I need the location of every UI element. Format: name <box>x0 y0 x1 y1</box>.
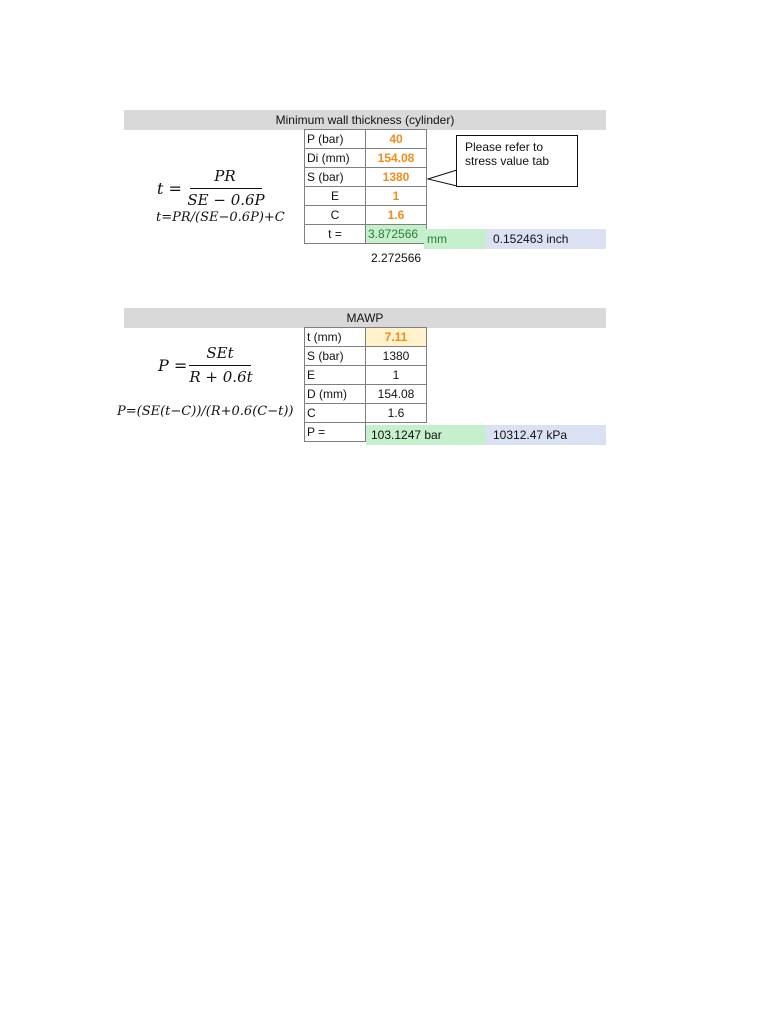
mawp-value-e[interactable]: 1 <box>366 366 427 385</box>
table-row <box>305 168 427 187</box>
result-value-t[interactable]: 3.872566 <box>366 225 427 244</box>
mawp-value-c[interactable]: 1.6 <box>366 404 427 423</box>
input-value-p[interactable]: 40 <box>366 130 427 149</box>
stress-value-callout: Please refer to stress value tab <box>456 135 578 187</box>
result-value-inch[interactable]: 0.152463 inch <box>486 229 606 249</box>
formula1-fraction-line <box>190 188 262 189</box>
table-row <box>305 187 427 206</box>
input-value-c[interactable]: 1.6 <box>366 206 427 225</box>
table-row <box>305 385 427 404</box>
formula2-denominator: R + 0.6t <box>189 368 253 386</box>
table-row <box>305 366 427 385</box>
table-row <box>305 404 427 423</box>
mawp-result-bar[interactable]: 103.1247 bar <box>366 425 486 445</box>
section1-title: Minimum wall thickness (cylinder) <box>124 110 606 130</box>
mawp-value-t[interactable]: 7.11 <box>366 328 427 347</box>
formula1-inline: t=PR/(SE−0.6P)+C <box>156 210 285 225</box>
mawp-result-label: P = <box>305 423 366 442</box>
input-label-e: E <box>305 187 366 206</box>
formula1-numerator: PR <box>214 167 236 185</box>
table-row <box>305 328 427 347</box>
formula2-lhs: P = <box>158 356 188 375</box>
table-row <box>305 206 427 225</box>
mawp-value-s[interactable]: 1380 <box>366 347 427 366</box>
table-row <box>305 347 427 366</box>
formula2-fraction-line <box>189 365 251 366</box>
input-label-s: S (bar) <box>305 168 366 187</box>
mawp-result-kpa[interactable]: 10312.47 kPa <box>486 425 606 445</box>
mawp-label-e: E <box>305 366 366 385</box>
mawp-label-d: D (mm) <box>305 385 366 404</box>
input-label-c: C <box>305 206 366 225</box>
section2-title: MAWP <box>124 308 606 328</box>
mawp-label-t: t (mm) <box>305 328 366 347</box>
input-label-di: Di (mm) <box>305 149 366 168</box>
table-row <box>305 225 427 244</box>
input-value-e[interactable]: 1 <box>366 187 427 206</box>
formula2-numerator: SEt <box>206 344 234 362</box>
input-label-p: P (bar) <box>305 130 366 149</box>
table-row <box>305 149 427 168</box>
result-unit-mm: mm <box>424 229 486 249</box>
input-value-s[interactable]: 1380 <box>366 168 427 187</box>
table-row <box>305 130 427 149</box>
formula2-inline: P=(SE(t−C))/(R+0.6(C−t)) <box>117 404 294 419</box>
formula1-lhs: t = <box>157 179 182 198</box>
section1-input-table <box>304 129 427 244</box>
note-below-value[interactable]: 2.272566 <box>371 251 422 265</box>
mawp-label-c: C <box>305 404 366 423</box>
input-value-di[interactable]: 154.08 <box>366 149 427 168</box>
mawp-value-d[interactable]: 154.08 <box>366 385 427 404</box>
result-label-t: t = <box>305 225 366 244</box>
formula1-denominator: SE − 0.6P <box>187 191 265 209</box>
mawp-label-s: S (bar) <box>305 347 366 366</box>
